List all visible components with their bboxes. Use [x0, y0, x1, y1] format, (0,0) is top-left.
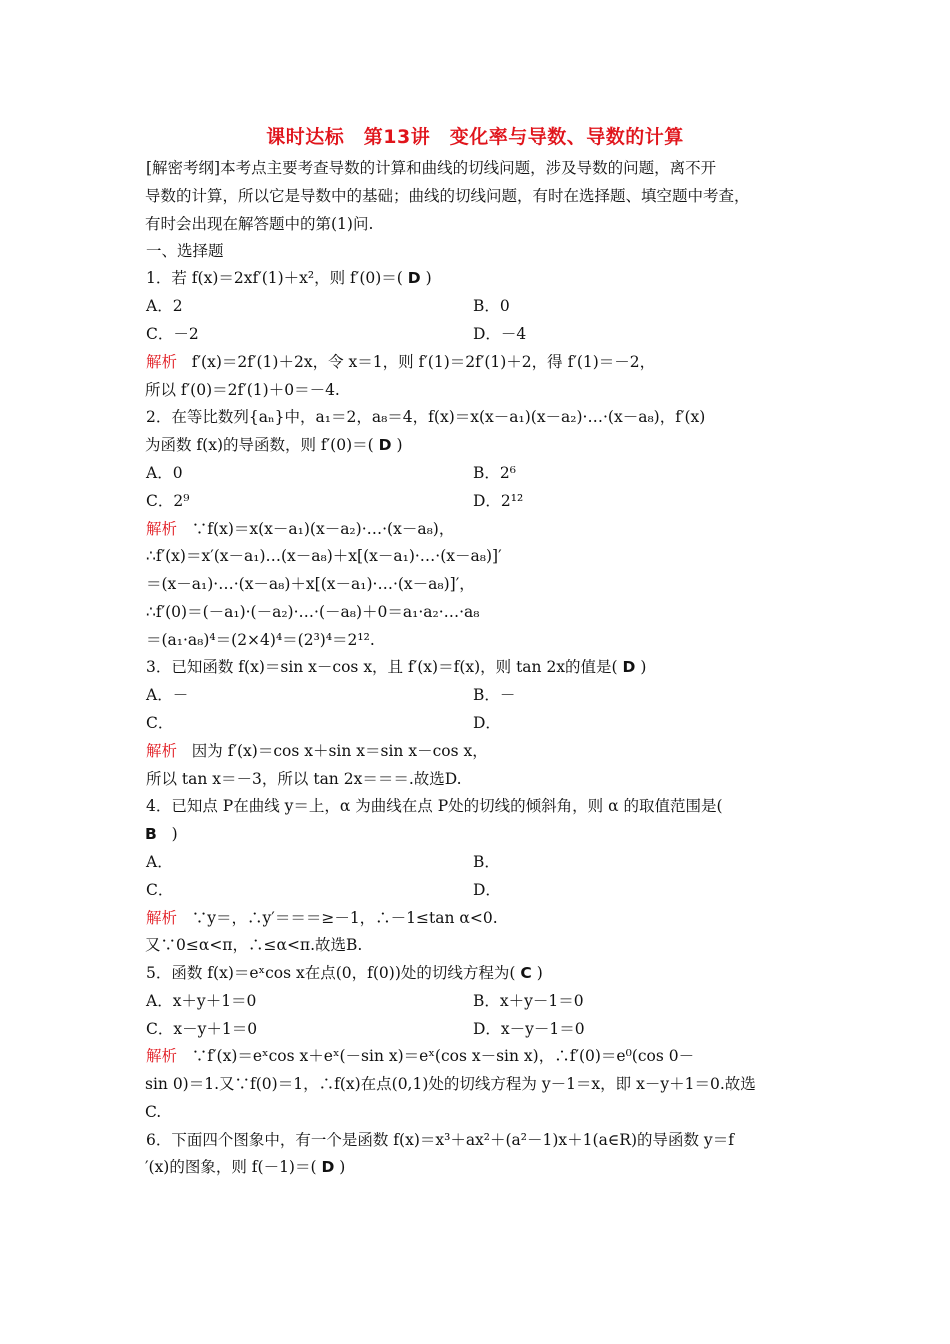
- q2-solution-line-4: ∴f′(0)＝(－a₁)·(－a₂)·…·(－a₈)＋0＝a₁·a₂·…·a₈: [146, 603, 480, 621]
- q5-solution-line-2: sin 0)＝1.又∵f(0)＝1，∴f(x)在点(0,1)处的切线方程为 y－1＝x，即 x－y＋1＝0.故选: [145, 1075, 756, 1093]
- q5-solution-text: ∵f′(x)＝eˣcos x＋eˣ(－sin x)＝eˣ(cos x－sin x)，∴f′(0)＝e⁰(cos 0－: [191, 1047, 695, 1065]
- q3-solution-line-1: [146, 741, 488, 761]
- q4-answer: B: [145, 825, 157, 843]
- section-heading: 一、选择题: [146, 242, 224, 260]
- q4-stem-line-1: 4．已知点 P在曲线 y＝上，α 为曲线在点 P处的切线的倾斜角，则 α 的取值范围是(: [146, 797, 723, 815]
- q1-solution-text: f′(x)＝2f′(1)＋2x，令 x＝1，则 f′(1)＝2f′(1)＋2，得 f′(1)＝－2，: [191, 353, 656, 371]
- q6-stem-line-1: 6．下面四个图象中，有一个是函数 f(x)＝x³＋ax²＋(a²－1)x＋1(a∈R)的导函数 y＝f: [146, 1131, 734, 1149]
- q2-stem-text: 为函数 f(x)的导函数，则 f′(0)＝(: [145, 436, 374, 454]
- q1-option-d: D．－4: [473, 325, 527, 343]
- q3-option-b: B．－: [473, 686, 516, 704]
- q4-stem-line-2: [145, 824, 178, 844]
- q3-solution-line-2: 所以 tan x＝－3，所以 tan 2x＝＝＝.故选D.: [146, 770, 462, 788]
- q3-answer: D: [622, 658, 636, 676]
- q5-option-a: A．x＋y＋1＝0: [146, 992, 257, 1010]
- q6-stem-line-2: [145, 1157, 345, 1177]
- q1-solution-line-2: 所以 f′(0)＝2f′(1)＋0＝－4.: [145, 381, 340, 399]
- q4-option-b: B．: [473, 853, 500, 871]
- intro-line-2: 导数的计算，所以它是导数中的基础；曲线的切线问题，有时在选择题、填空题中考查，: [145, 187, 750, 205]
- q2-answer: D: [378, 436, 392, 454]
- q2-solution-line-2: ∴f′(x)＝x′(x－a₁)…(x－a₈)＋x[(x－a₁)·…·(x－a₈)]′: [146, 547, 502, 565]
- q3-option-d: D．: [473, 714, 501, 732]
- q3-stem-text: 3．已知函数 f(x)＝sin x－cos x，且 f′(x)＝f(x)，则 tan 2x的值是(: [146, 658, 618, 676]
- q2-solution-line-3: ＝(x－a₁)·…·(x－a₈)＋x[(x－a₁)·…·(x－a₈)]′，: [146, 575, 475, 593]
- q2-option-a: A．0: [146, 464, 183, 482]
- q5-answer: C: [520, 964, 532, 982]
- q3-option-c: C．: [146, 714, 174, 732]
- q2-solution-line-1: [146, 519, 454, 539]
- q2-solution-line-5: ＝(a₁·a₈)⁴＝(2×4)⁴＝(2³)⁴＝2¹².: [146, 631, 375, 649]
- q3-solution-label: 解析: [146, 742, 178, 760]
- q1-solution-label: 解析: [146, 353, 178, 371]
- q6-close: ): [339, 1158, 346, 1176]
- q3-option-a: A．－: [146, 686, 189, 704]
- q5-option-b: B．x＋y－1＝0: [473, 992, 584, 1010]
- q1-option-c: C．－2: [146, 325, 199, 343]
- q5-solution-label: 解析: [146, 1047, 178, 1065]
- q5-option-d: D．x－y－1＝0: [473, 1020, 585, 1038]
- q4-solution-line-2: 又∵0≤α<π，∴≤α<π.故选B.: [145, 936, 363, 954]
- q5-close: ): [536, 964, 543, 982]
- q5-option-c: C．x－y＋1＝0: [146, 1020, 258, 1038]
- q2-solution-label: 解析: [146, 520, 178, 538]
- page-title: 课时达标 第13讲 变化率与导数、导数的计算: [266, 126, 684, 148]
- q5-stem-text: 5．函数 f(x)＝eˣcos x在点(0，f(0))处的切线方程为(: [146, 964, 516, 982]
- intro-line-1: [解密考纲]本考点主要考查导数的计算和曲线的切线问题，涉及导数的问题，离不开: [146, 159, 717, 177]
- q2-solution-text: ∵f(x)＝x(x－a₁)(x－a₂)·…·(x－a₈)，: [191, 520, 455, 538]
- intro-line-3: 有时会出现在解答题中的第(1)问.: [145, 215, 374, 233]
- q4-close: ): [171, 825, 178, 843]
- q4-solution-label: 解析: [146, 909, 178, 927]
- q2-stem-line-2: [145, 435, 403, 455]
- q1-close: ): [425, 269, 432, 287]
- q3-solution-text: 因为 f′(x)＝cos x＋sin x＝sin x－cos x，: [191, 742, 488, 760]
- q6-stem-text: ′(x)的图象，则 f(－1)＝(: [145, 1158, 317, 1176]
- q4-solution-text: ∵y＝，∴y′＝＝＝≥－1，∴－1≤tan α<0.: [191, 909, 498, 927]
- q1-option-a: A．2: [146, 297, 183, 315]
- q1-stem: [146, 268, 432, 288]
- q5-solution-line-1: [146, 1046, 694, 1066]
- q4-option-d: D．: [473, 881, 501, 899]
- q4-option-c: C．: [146, 881, 174, 899]
- q4-option-a: A．: [146, 853, 173, 871]
- q1-solution-line-1: [146, 352, 655, 372]
- q1-answer: D: [407, 269, 421, 287]
- q3-close: ): [640, 658, 647, 676]
- q2-option-b: B．2⁶: [473, 464, 516, 482]
- q1-option-b: B．0: [473, 297, 510, 315]
- q5-solution-line-3: C.: [145, 1103, 162, 1121]
- q4-solution-line-1: [146, 908, 498, 928]
- q3-stem: [146, 657, 646, 677]
- q2-option-c: C．2⁹: [146, 492, 190, 510]
- q6-answer: D: [321, 1158, 335, 1176]
- q2-stem-line-1: 2．在等比数列{aₙ}中，a₁＝2，a₈＝4，f(x)＝x(x－a₁)(x－a₂)·…·(x－a₈)，f′(x): [146, 408, 706, 426]
- q2-option-d: D．2¹²: [473, 492, 524, 510]
- q1-stem-text: 1．若 f(x)＝2xf′(1)＋x²，则 f′(0)＝(: [146, 269, 403, 287]
- q2-close: ): [396, 436, 403, 454]
- q5-stem: [146, 963, 543, 983]
